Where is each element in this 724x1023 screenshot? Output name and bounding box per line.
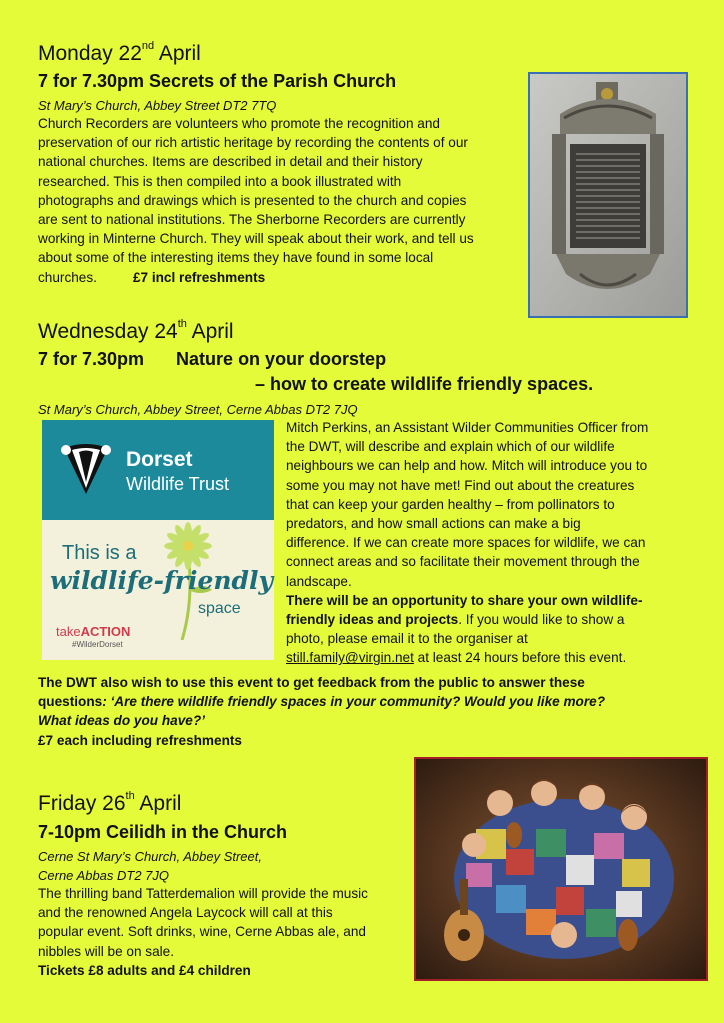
event2-price: £7 each including refreshments: [38, 732, 242, 748]
dwt-logo-panel: [42, 420, 274, 660]
event1-description: Church Recorders are volunteers who promote the recognition and preservation of our rich artistic heritage by recording the contents of our national churches. Items are described in detail and their history researched. This is then compiled into a book illustrated with photographs and drawings which is presented to the church and copies are sent to national institutions. The Sherborne Recorders are currently working in Minterne Church. They will speak about their work, and tell us about some of the interesting items they have found in some local churches. £7 incl refreshments: [38, 116, 474, 285]
wildlife-friendly-card: [42, 520, 274, 660]
event3-title: 7-10pm Ceilidh in the Church: [38, 822, 288, 842]
event2-subtitle: – how to create wildlife friendly spaces.: [255, 374, 594, 394]
dwt-name-line2: Wildlife Trust: [126, 474, 230, 494]
hashtag-text: #WilderDorset: [72, 640, 123, 649]
event2-day-heading: Wednesday 24th April: [38, 318, 234, 343]
event2-title: 7 for 7.30pm Nature on your doorstep: [38, 349, 387, 369]
take-action-badge: takeACTION: [56, 624, 131, 639]
dwt-name-line1: Dorset: [126, 448, 193, 471]
event2-venue: St Mary’s Church, Abbey Street, Cerne Abbas DT2 7JQ: [38, 402, 358, 417]
event3-venue-line1: Cerne St Mary’s Church, Abbey Street,: [38, 849, 262, 864]
event2-feedback: The DWT also wish to use this event to get feedback from the public to answer these questions: ‘Are there wildlife friendly spaces in your community? Would you like more? What ideas do you have?’ £7 each including refreshments: [38, 673, 708, 750]
wildlife-friendly-text: wildlife-friendly: [50, 566, 274, 595]
organiser-email-link[interactable]: still.family@virgin.net: [286, 650, 414, 666]
church-memorial-photo: [528, 72, 688, 318]
event1-day-heading: Monday 22nd April: [38, 40, 201, 65]
event3-venue-line2: Cerne Abbas DT2 7JQ: [38, 868, 170, 883]
event3-tickets: Tickets £8 adults and £4 children: [38, 962, 251, 978]
event1-price: £7 incl refreshments: [132, 269, 266, 285]
event1-venue: St Mary’s Church, Abbey Street DT2 7TQ: [38, 98, 277, 113]
space-text: space: [198, 600, 241, 617]
this-is-a-text: This is a: [62, 542, 137, 564]
event1-title: 7 for 7.30pm Secrets of the Parish Church: [38, 71, 397, 91]
event3-day-heading: Friday 26th April: [38, 790, 182, 815]
badger-icon: [60, 442, 112, 498]
dwt-banner: [42, 420, 274, 520]
band-photo: [414, 757, 708, 981]
event3-description: The thrilling band Tatterdemalion will provide the music and the renowned Angela Laycock will call at this popular event. Soft drinks, wine, Cerne Abbas ale, and nibbles will be on sale. Tickets £8 adults and £4 children: [38, 884, 408, 980]
event2-description: Mitch Perkins, an Assistant Wilder Communities Officer from the DWT, will describe and explain which of our wildlife neighbours we can help and how. Mitch will introduce you to some you may not have met! Find out about the creatures that can keep your garden healthy – from pollinators to predators, and how small actions can make a big difference. If we can create more spaces for wildlife, we can connect areas and so facilitate their movement through the landscape. There will be an opportunity to share your own wildlife- friendly ideas and projects. If you would like to show a photo, please email it to the organiser at still.family@virgin.net at least 24 hours before this event.: [286, 420, 649, 666]
